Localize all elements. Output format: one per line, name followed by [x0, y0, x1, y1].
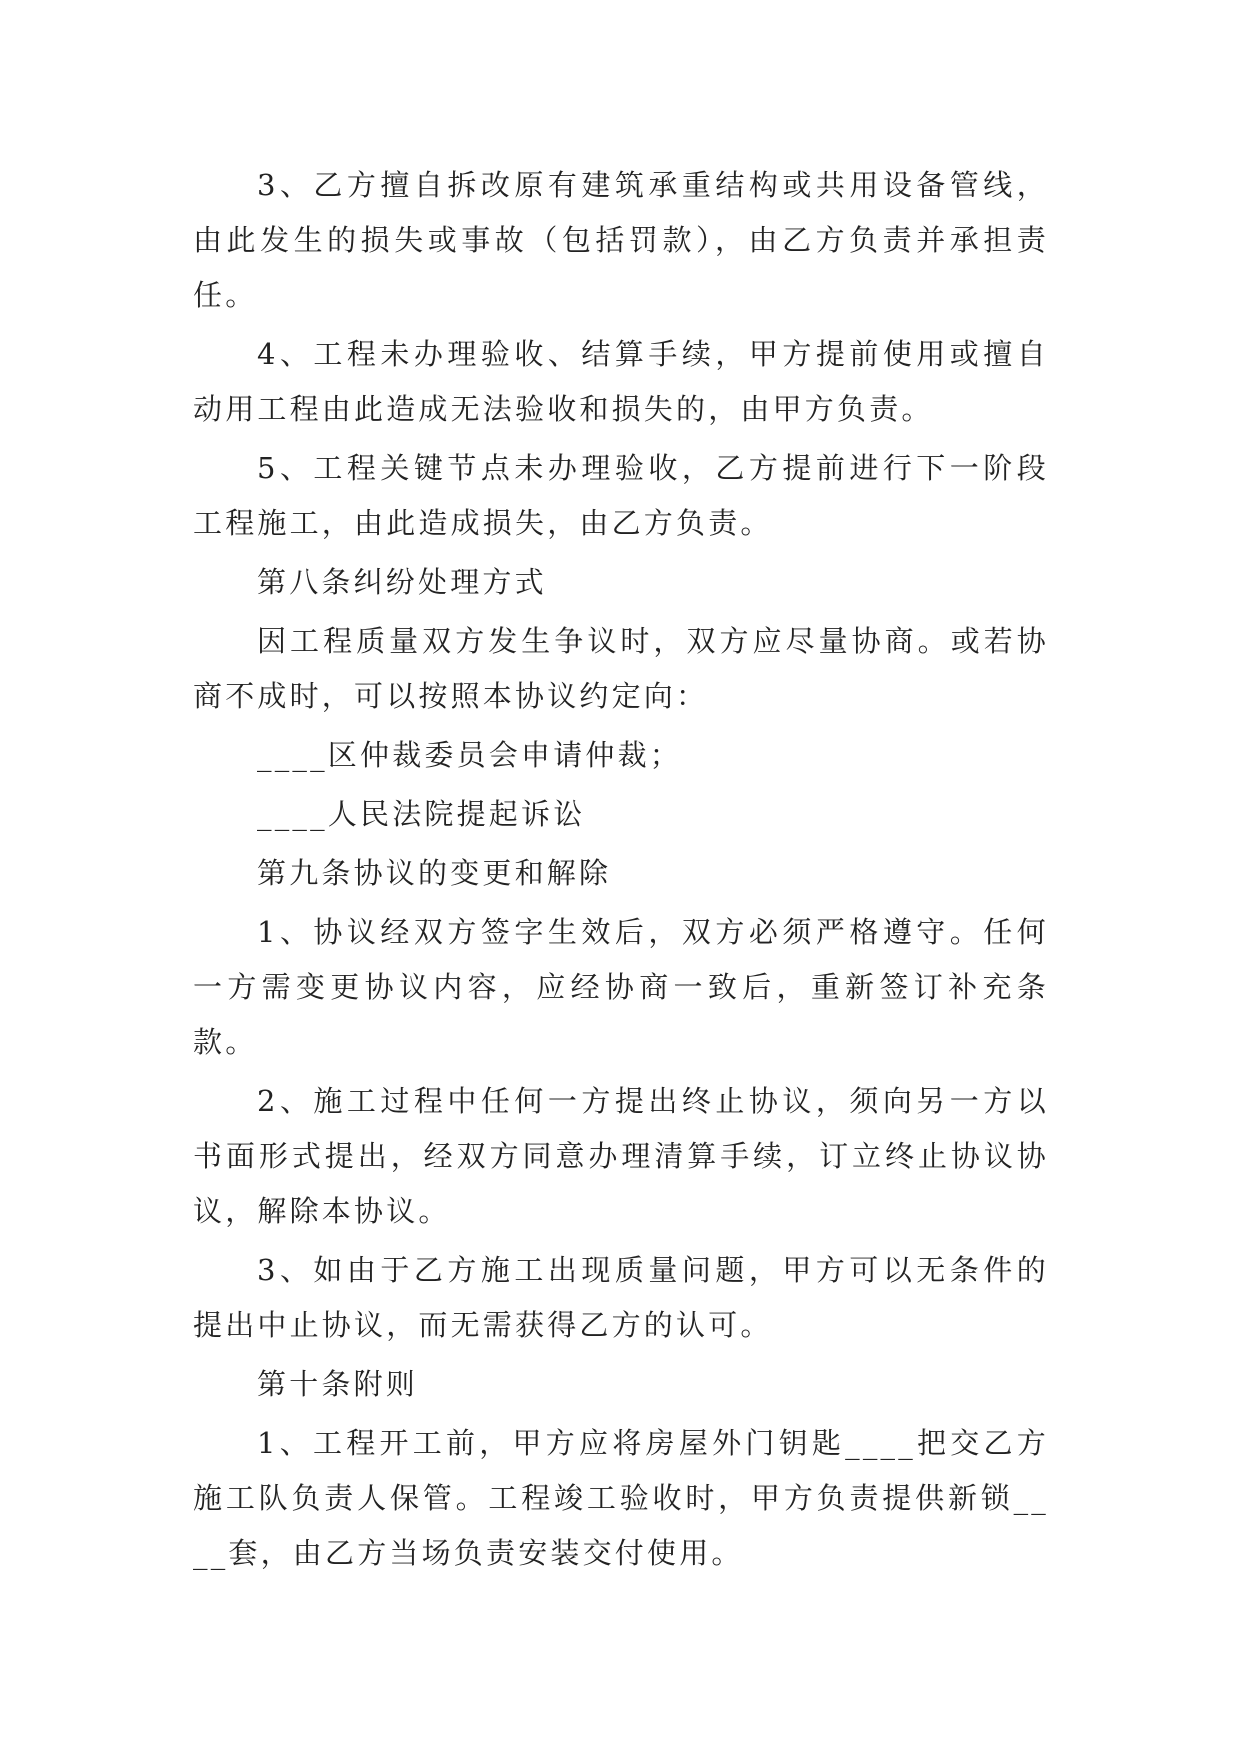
clause-7-item-4: 4、工程未办理验收、结算手续，甲方提前使用或擅自动用工程由此造成无法验收和损失的，由甲方负责。	[193, 337, 1049, 426]
clause-9-item-3: 3、如由于乙方施工出现质量问题，甲方可以无条件的提出中止协议，而无需获得乙方的认可。	[193, 1253, 1049, 1342]
clause-7-item-5: 5、工程关键节点未办理验收，乙方提前进行下一阶段工程施工，由此造成损失，由乙方负责。	[193, 451, 1049, 540]
clause-7-item-3: 3、乙方擅自拆改原有建筑承重结构或共用设备管线，由此发生的损失或事故（包括罚款），由乙方负责并承担责任。	[193, 168, 1049, 312]
clause-9-item-2: 2、施工过程中任何一方提出终止协议，须向另一方以书面形式提出，经双方同意办理清算手续，订立终止协议协议，解除本协议。	[193, 1084, 1049, 1228]
clause-10-item-1: 1、工程开工前，甲方应将房屋外门钥匙____把交乙方施工队负责人保管。工程竣工验收时，甲方负责提供新锁____套，由乙方当场负责安装交付使用。	[193, 1426, 1049, 1570]
clause-8-heading: 第八条纠纷处理方式	[257, 565, 547, 599]
clause-8-option-arbitration: ____区仲裁委员会申请仲裁；	[257, 738, 683, 772]
clause-9-heading: 第九条协议的变更和解除	[257, 856, 612, 890]
clause-8-body: 因工程质量双方发生争议时，双方应尽量协商。或若协商不成时，可以按照本协议约定向：	[193, 624, 1049, 713]
document-body	[193, 158, 1049, 1585]
clause-10-heading: 第十条附则	[257, 1367, 419, 1401]
clause-9-item-1: 1、协议经双方签字生效后，双方必须严格遵守。任何一方需变更协议内容，应经协商一致后，重新签订补充条款。	[193, 915, 1049, 1059]
clause-8-option-litigation: ____人民法院提起诉讼	[257, 797, 586, 831]
